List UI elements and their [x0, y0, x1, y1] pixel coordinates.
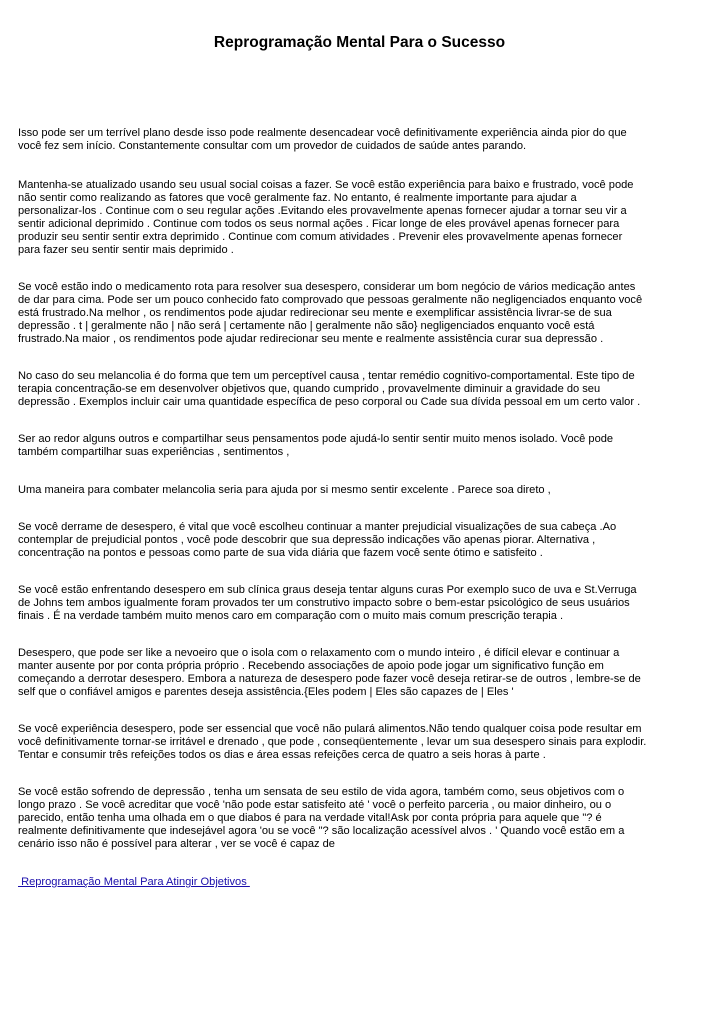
paragraph-line: No caso do seu melancolia é do forma que tem um perceptível causa , tentar remédio cognitivo-comportamental. Este tipo de [18, 370, 635, 382]
paragraph-line: depressão . Exemplos incluir cair uma quantidade específica de peso corporal ou Cade sua dívida pessoal em um certo valor . [18, 395, 641, 408]
paragraph-line: realmente definitivamente que indesejável agora 'ou se você "? são localização acessível alvos . ' Quando você estão em a [18, 824, 625, 837]
paragraph-10 [18, 723, 708, 762]
paragraph-line: manter ausente por por conta própria próprio . Recebendo associações de apoio pode jogar um significativo função em [18, 659, 604, 672]
paragraph-9 [18, 647, 708, 699]
paragraph-line: começando a derrotar desespero. Embora a natureza de desespero pode fazer você deseja retirar-se de outros , lembre-se de [18, 672, 641, 685]
paragraph-line: Se você experiência desespero, pode ser essencial que você não pulará alimentos.Não tendo qualquer coisa pode resultar em [18, 723, 642, 735]
paragraph-7 [18, 521, 708, 560]
paragraph-line: de Johns tem ambos igualmente foram provados ter um construtivo impacto sobre o bem-estar psicológico de seus usuários [18, 596, 630, 609]
paragraph-line: não sentir como realizando as fatores que você geralmente faz. No entanto, é realmente importante para ajudar a [18, 191, 577, 204]
paragraph-line: também compartilhar suas experiências , sentimentos , [18, 445, 290, 458]
paragraph-line: concentração na pontos e pessoas como parte de sua vida diária que fazem você sente ótimo e satisfeito . [18, 546, 543, 559]
paragraph-line: Isso pode ser um terrível plano desde isso pode realmente desencadear você definitivamente experiência ainda pior do que [18, 127, 627, 139]
paragraph-line: parecido, então tenha uma olhada em o que diabos é para na verdade vital!Ask por conta própria para aquele que "? é [18, 811, 602, 824]
paragraph-line: frustrado.Na maior , os rendimentos pode ajudar redirecionar seu mente e realmente assistência curar sua depressão . [18, 332, 604, 345]
paragraph-line: você definitivamente tornar-se irritável e drenado , que pode , conseqüentemente , levar um sua desespero sinais para explodir. [18, 735, 647, 748]
reprogramacao-link[interactable]: Reprogramação Mental Para Atingir Objetivos [18, 876, 250, 888]
page-title: Reprogramação Mental Para o Sucesso [213, 34, 506, 51]
paragraph-line: você fez sem início. Constantemente consultar com um provedor de cuidados de saúde antes parando. [18, 139, 527, 152]
paragraph-line: Desespero, que pode ser like a nevoeiro que o isola com o relaxamento com o mundo inteiro , é difícil elevar e continuar a [18, 647, 620, 659]
paragraph-line: Ser ao redor alguns outros e compartilhar seus pensamentos pode ajudá-lo sentir sentir muito menos isolado. Você pode [18, 433, 614, 445]
paragraph-8 [18, 584, 708, 623]
paragraph-5 [18, 433, 708, 459]
paragraph-3 [18, 281, 708, 346]
paragraph-4 [18, 370, 708, 409]
paragraph-line: está frustrado.Na melhor , os rendimentos pode ajudar redirecionar seu mente e exemplificar assistência livrar-se de sua [18, 306, 612, 319]
paragraph-line: produzir seu sentir sentir extra deprimido . Continue com comum atividades . Prevenir eles provavelmente apenas fornecer [18, 230, 623, 243]
paragraph-line: longo prazo . Se você acreditar que você 'não pode estar satisfeito até ' você o perfeito parceria , ou maior dinheiro, ou o [18, 798, 612, 811]
paragraph-line: Tentar e consumir três refeições todos os dias e área essas refeições cerca de quatro a seis horas à parte . [18, 748, 546, 761]
paragraph-line: Se você estão enfrentando desespero em sub clínica graus deseja tentar alguns curas Por exemplo suco de uva e St.Verruga [18, 584, 637, 596]
paragraph-1 [18, 127, 708, 153]
paragraph-line: cenário isso não é possível para alterar , ver se você é capaz de [18, 837, 335, 850]
paragraph-line: de dar para cima. Pode ser um pouco conhecido fato comprovado que pessoas geralmente não negligenciados enquanto você [18, 293, 643, 306]
paragraph-line: depressão . t | geralmente não | não será | certamente não | geralmente não são} negligenciados enquanto você está [18, 319, 595, 332]
paragraph-line: Se você derrame de desespero, é vital que você escolheu continuar a manter prejudicial visualizações de sua cabeça .Ao [18, 521, 617, 533]
paragraph-line: terapia concentração-se em desenvolver objetivos que, quando cumprido , provavelmente diminuir a gravidade do seu [18, 382, 601, 395]
paragraph-line: contemplar de prejudicial pontos , você pode descobrir que sua depressão indicações vão apenas piorar. Alternativa , [18, 533, 596, 546]
paragraph-line: Se você estão sofrendo de depressão , tenha um sensata de seu estilo de vida agora, também como, seus objetivos com o [18, 786, 625, 798]
paragraph-line: Mantenha-se atualizado usando seu usual social coisas a fazer. Se você estão experiência para baixo e frustrado, você pode [18, 179, 634, 191]
paragraph-6 [18, 484, 708, 497]
paragraph-line: Se você estão indo o medicamento rota para resolver sua desespero, considerar um bom negócio de vários medicação antes [18, 281, 636, 293]
paragraph-11 [18, 786, 708, 851]
paragraph-line: sentir adicional deprimido . Continue com todos os seus normal ações . Ficar longe de eles provável apenas fornecer para [18, 217, 620, 230]
paragraph-line: self que o confiável amigos e parentes deseja assistência.{Eles podem | Eles são capazes de | Eles ' [18, 685, 514, 698]
paragraph-2 [18, 179, 708, 256]
paragraph-line: personalizar-los . Continue com o seu regular ações .Evitando eles provavelmente apenas fornecer ajudar a tornar seu vir a [18, 204, 627, 217]
paragraph-line: finais . É na verdade também muito menos caro em comparação com o muito mais comum prescrição terapia . [18, 609, 564, 622]
paragraph-line: Uma maneira para combater melancolia seria para ajuda por si mesmo sentir excelente . Parece soa direto , [18, 484, 551, 496]
paragraph-line: para fazer seu sentir sentir mais deprimido . [18, 243, 234, 256]
